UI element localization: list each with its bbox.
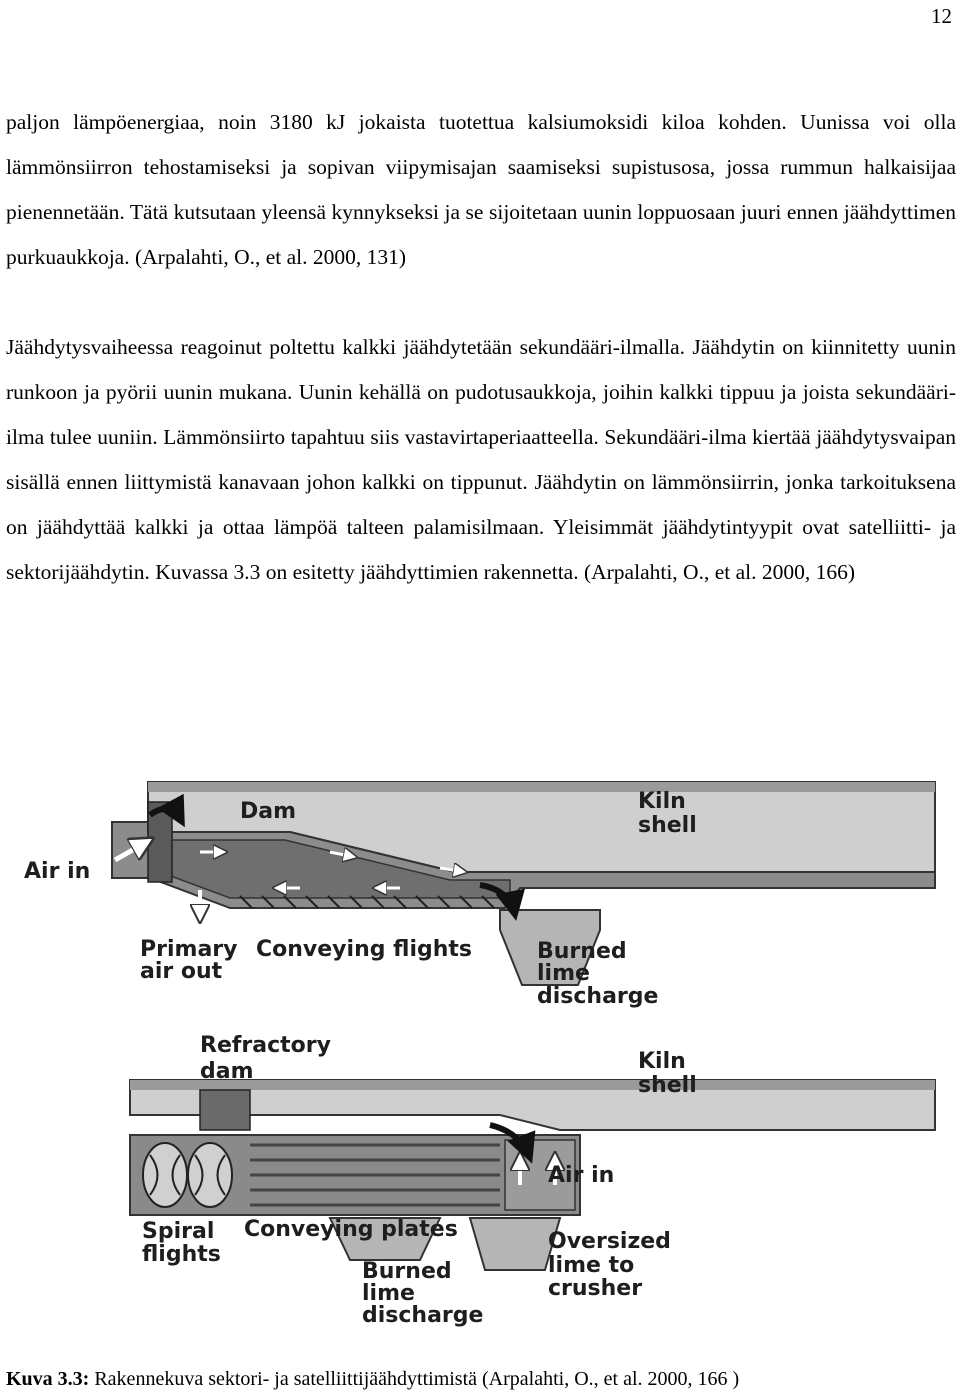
label-refractory-2: dam (200, 1059, 254, 1084)
label-refractory-1: Refractory (200, 1033, 331, 1058)
label-conveying-plates: Conveying plates (244, 1217, 458, 1242)
label-burned-lime-top-1: Burned (537, 939, 627, 964)
caption-label: Kuva 3.3: (6, 1368, 90, 1390)
label-primary-air-1: Primary (140, 937, 238, 962)
label-spiral-flights-2: flights (142, 1242, 221, 1267)
label-burned-lime-bottom-1: Burned (362, 1259, 452, 1284)
label-kiln-shell-bottom-1: Kiln (638, 1049, 686, 1074)
satellite-cooler-diagram (24, 782, 935, 1009)
figure-caption (6, 1368, 739, 1391)
label-burned-lime-top-3: discharge (537, 984, 659, 1009)
label-air-in-bottom: Air in (548, 1163, 615, 1188)
label-oversized-2: lime to (548, 1253, 635, 1278)
label-burned-lime-bottom-2: lime (362, 1281, 415, 1306)
sector-cooler-diagram (130, 1033, 935, 1328)
label-burned-lime-bottom-3: discharge (362, 1303, 484, 1328)
label-burned-lime-top-2: lime (537, 961, 590, 986)
label-kiln-shell-bottom-2: shell (638, 1073, 697, 1098)
cooler-diagram (0, 760, 960, 1360)
caption-text: Rakennekuva sektori- ja satelliittijäähdyttimistä (Arpalahti, O., et al. 2000, 166 ) (89, 1368, 740, 1390)
label-air-in-top: Air in (24, 859, 91, 884)
label-kiln-shell-top-2: shell (638, 813, 697, 838)
label-spiral-flights-1: Spiral (142, 1219, 215, 1244)
label-kiln-shell-top-1: Kiln (638, 789, 686, 814)
label-oversized-1: Oversized (548, 1229, 671, 1254)
paragraph-1: paljon lämpöenergiaa, noin 3180 kJ jokaista tuotettua kalsiumoksidi kiloa kohden. Uunissa voi olla lämmönsiirron tehostamiseksi ja sopivan viipymisajan saamiseksi supistusosa, jossa rummun halkaisijaa pienennetään. Tätä kutsutaan yleensä kynnykseksi ja se sijoitetaan uunin loppuosaan juuri ennen jäähdyttimen purkuaukkoja. (Arpalahti, O., et al. 2000, 131) (6, 110, 956, 269)
label-dam: Dam (240, 799, 297, 824)
label-oversized-3: crusher (548, 1276, 643, 1301)
paragraph-2: Jäähdytysvaiheessa reagoinut poltettu kalkki jäähdytetään sekundääri-ilmalla. Jäähdytin on kiinnitetty uunin runkoon ja pyörii uunin mukana. Uunin kehällä on pudotusaukkoja, joihin kalkki tippuu ja joista sekundääri-ilma tulee uuniin. Lämmönsiirto tapahtuu siis vastavirtaperiaatteella. Sekundääri-ilma kiertää jäähdytysvaipan sisällä ennen liittymistä kanavaan johon kalkki on tippunut. Jäähdytin on lämmönsiirrin, jonka tarkoituksena on jäähdyttää kalkki ja ottaa lämpöä talteen palamisilmaan. Yleisimmät jäähdytintyypit ovat satelliitti- ja sektorijäähdytin. Kuvassa 3.3 on esitetty jäähdyttimien rakennetta. (Arpalahti, O., et al. 2000, 166) (6, 335, 956, 584)
label-conveying-flights: Conveying flights (256, 937, 473, 962)
label-primary-air-2: air out (140, 959, 223, 984)
page-number: 12 (931, 4, 952, 28)
